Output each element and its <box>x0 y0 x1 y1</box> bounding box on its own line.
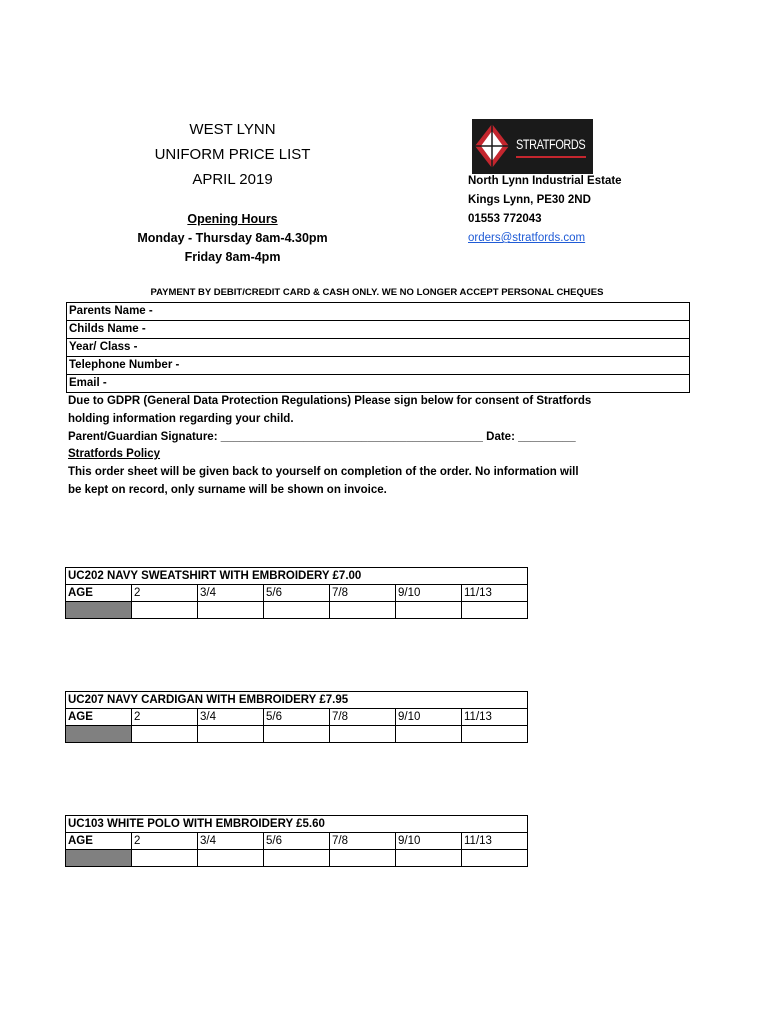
size-label: 9/10 <box>396 709 462 726</box>
logo-wordmark: STRATFORDS <box>516 136 586 152</box>
company-address-line2: Kings Lynn, PE30 2ND <box>468 194 591 206</box>
customer-details-form <box>66 302 690 393</box>
stratfords-logo <box>472 119 593 174</box>
product-title: UC202 NAVY SWEATSHIRT WITH EMBROIDERY £7.00 <box>66 568 528 585</box>
size-label: 3/4 <box>198 833 264 850</box>
company-email-link[interactable]: orders@stratfords.com <box>468 232 586 244</box>
size-label: 7/8 <box>330 833 396 850</box>
size-label: 7/8 <box>330 709 396 726</box>
company-address-line1: North Lynn Industrial Estate <box>468 175 622 187</box>
quantity-cell[interactable] <box>330 726 396 743</box>
policy-title: Stratfords Policy <box>68 448 161 460</box>
quantity-cell[interactable] <box>198 850 264 867</box>
product-title: UC103 WHITE POLO WITH EMBROIDERY £5.60 <box>66 816 528 833</box>
quantity-cell[interactable] <box>132 726 198 743</box>
quantity-cell[interactable] <box>330 850 396 867</box>
size-label: 2 <box>132 833 198 850</box>
shaded-cell <box>66 602 132 619</box>
parents-name-field[interactable]: Parents Name - <box>67 303 689 321</box>
quantity-cell[interactable] <box>396 726 462 743</box>
signature-line[interactable]: Parent/Guardian Signature: _________________________________________ Date: _________ <box>68 431 576 443</box>
payment-note: PAYMENT BY DEBIT/CREDIT CARD & CASH ONLY. WE NO LONGER ACCEPT PERSONAL CHEQUES <box>150 287 604 298</box>
gdpr-text-line2: holding information regarding your child. <box>68 413 294 425</box>
quantity-cell[interactable] <box>264 602 330 619</box>
quantity-cell[interactable] <box>198 602 264 619</box>
product-table-sweatshirt <box>65 567 528 619</box>
quantity-cell[interactable] <box>462 850 528 867</box>
childs-name-field[interactable]: Childs Name - <box>67 321 689 339</box>
policy-text-line2: be kept on record, only surname will be shown on invoice. <box>68 484 387 496</box>
size-label: 9/10 <box>396 585 462 602</box>
size-label: 5/6 <box>264 709 330 726</box>
school-name: WEST LYNN <box>189 121 276 138</box>
quantity-cell[interactable] <box>462 726 528 743</box>
email-field[interactable]: Email - <box>67 375 689 393</box>
age-label: AGE <box>66 585 132 602</box>
quantity-cell[interactable] <box>132 602 198 619</box>
year-class-field[interactable]: Year/ Class - <box>67 339 689 357</box>
size-label: 7/8 <box>330 585 396 602</box>
quantity-cell[interactable] <box>198 726 264 743</box>
price-list-date: APRIL 2019 <box>192 171 273 188</box>
size-label: 11/13 <box>462 709 528 726</box>
opening-hours-title: Opening Hours <box>187 212 278 226</box>
size-label: 3/4 <box>198 585 264 602</box>
policy-text-line1: This order sheet will be given back to yourself on completion of the order. No information will <box>68 466 579 478</box>
product-title: UC207 NAVY CARDIGAN WITH EMBROIDERY £7.95 <box>66 692 528 709</box>
quantity-cell[interactable] <box>396 850 462 867</box>
shaded-cell <box>66 850 132 867</box>
quantity-cell[interactable] <box>396 602 462 619</box>
size-label: 11/13 <box>462 833 528 850</box>
opening-hours-weekdays: Monday - Thursday 8am-4.30pm <box>137 231 328 245</box>
shaded-cell <box>66 726 132 743</box>
quantity-cell[interactable] <box>462 602 528 619</box>
size-label: 11/13 <box>462 585 528 602</box>
size-label: 2 <box>132 585 198 602</box>
logo-tagline-bar <box>516 156 586 158</box>
size-label: 9/10 <box>396 833 462 850</box>
size-label: 3/4 <box>198 709 264 726</box>
quantity-cell[interactable] <box>330 602 396 619</box>
size-label: 5/6 <box>264 585 330 602</box>
opening-hours-friday: Friday 8am-4pm <box>184 250 281 264</box>
quantity-cell[interactable] <box>132 850 198 867</box>
gdpr-text-line1: Due to GDPR (General Data Protection Regulations) Please sign below for consent of Stratfords <box>68 395 592 407</box>
quantity-cell[interactable] <box>264 726 330 743</box>
size-label: 5/6 <box>264 833 330 850</box>
size-label: 2 <box>132 709 198 726</box>
age-label: AGE <box>66 833 132 850</box>
price-list-title: UNIFORM PRICE LIST <box>154 146 311 163</box>
age-label: AGE <box>66 709 132 726</box>
quantity-cell[interactable] <box>264 850 330 867</box>
telephone-field[interactable]: Telephone Number - <box>67 357 689 375</box>
product-table-polo <box>65 815 528 867</box>
company-phone: 01553 772043 <box>468 213 542 225</box>
product-table-cardigan <box>65 691 528 743</box>
